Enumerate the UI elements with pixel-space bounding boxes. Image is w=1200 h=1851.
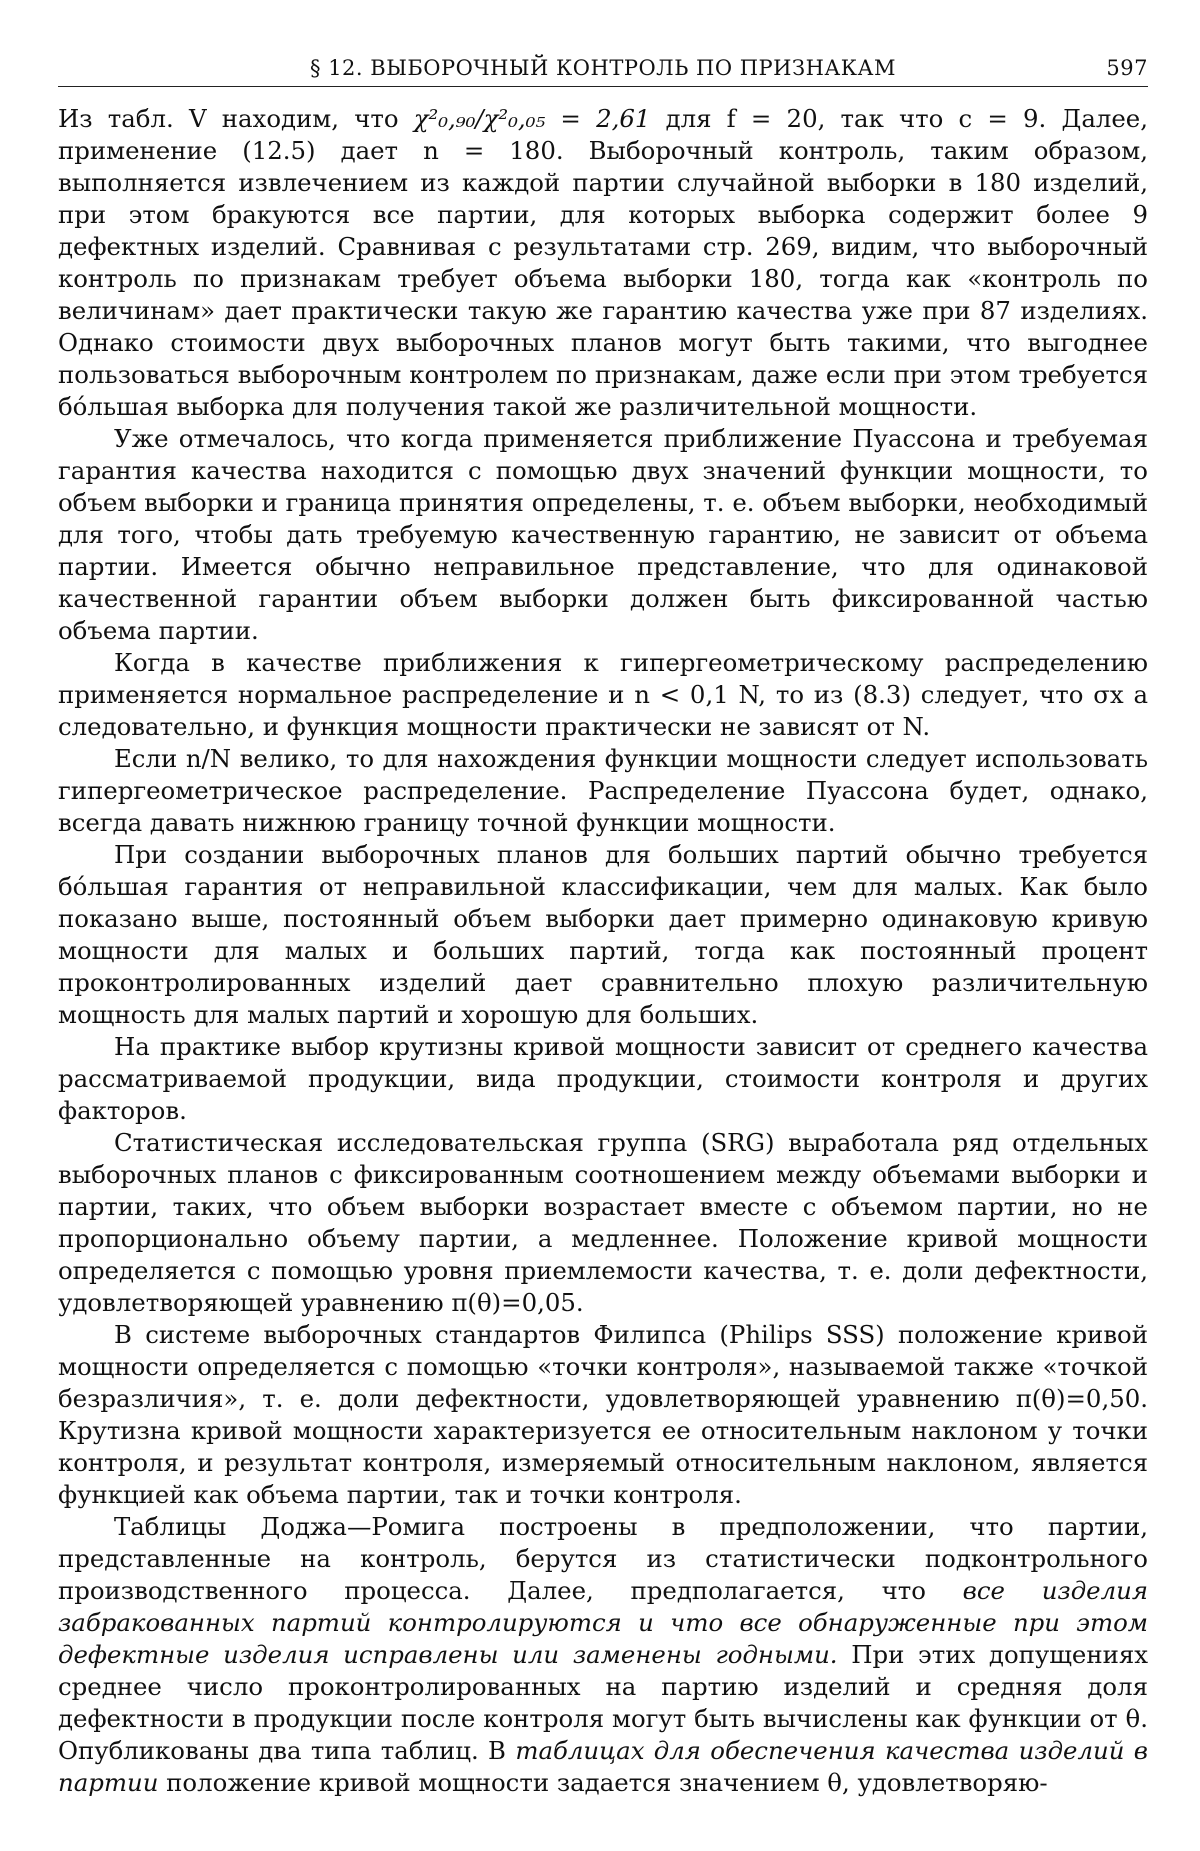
paragraph-2: Уже отмечалось, что когда применяется приближение Пуассона и требуемая гарантия качества находится с помощью двух значений функции мощности, то объем выборки и граница принятия определены, т. е. объем выборки, необходимый для того, чтобы дать требуемую качественную гарантию, не зависит от объема партии. Имеется обычно неправильное представление, что для одинаковой качественной гарантии объем выборки должен быть фиксированной частью объема партии. <box>58 423 1148 647</box>
paragraph-9-italic-2: таблицах для обеспечения качества изделий в партии <box>58 1736 1148 1797</box>
chi-square-ratio-formula: χ²₀,₉₀/χ²₀,₀₅ = 2,61 <box>414 104 651 133</box>
paragraph-1 <box>58 103 1148 423</box>
paragraph-7: Статистическая исследовательская группа (SRG) выработала ряд отдельных выборочных планов с фиксированным соотношением между объемами выборки и партии, таких, что объем выборки возрастает вместе с объемом партии, но не пропорционально объему партии, а медленнее. Положение кривой мощности определяется с помощью уровня приемлемости качества, т. е. доли дефектности, удовлетворяющей уравнению π(θ)=0,05. <box>58 1127 1148 1319</box>
paragraph-9-text-c: положение кривой мощности задается значением θ, удовлетворяю- <box>158 1768 1047 1797</box>
paragraph-9-italic-1: все изделия забракованных партий контролируются и что все обнаруженные при этом дефектные изделия исправлены или заменены годными. <box>58 1576 1148 1669</box>
paragraph-9-text-b: При этих допущениях среднее число проконтролированных на партию изделий и средняя доля дефектности в продукции после контроля могут быть вычислены как функции от θ. Опубликованы два типа таблиц. В <box>58 1640 1148 1765</box>
paragraph-8: В системе выборочных стандартов Филипса (Philips SSS) положение кривой мощности определяется с помощью «точки контроля», называемой также «точкой безразличия», т. е. доли дефектности, удовлетворяющей уравнению π(θ)=0,50. Крутизна кривой мощности характеризуется ее относительным наклоном у точки контроля, и результат контроля, измеряемый относительным наклоном, является функцией как объема партии, так и точки контроля. <box>58 1319 1148 1511</box>
paragraph-1-text-a: Из табл. V находим, что <box>58 104 414 133</box>
page-number: 597 <box>1106 56 1148 80</box>
paragraph-4: Если n/N велико, то для нахождения функции мощности следует использовать гипергеометрическое распределение. Распределение Пуассона будет, однако, всегда давать нижнюю границу точной функции мощности. <box>58 743 1148 839</box>
page-body <box>58 103 1148 1799</box>
paragraph-1-text-b: для f = 20, так что c = 9. Далее, применение (12.5) дает n = 180. Выборочный контроль, таким образом, выполняется извлечением из каждой партии случайной выборки в 180 изделий, при этом бракуются все партии, для которых выборка содержит более 9 дефектных изделий. Сравнивая с результатами стр. 269, видим, что выборочный контроль по признакам требует объема выборки 180, тогда как «контроль по величинам» дает практически такую же гарантию качества уже при 87 изделиях. Однако стоимости двух выборочных планов могут быть такими, что выгоднее пользоваться выборочным контролем по признакам, даже если при этом требуется бо́льшая выборка для получения такой же различительной мощности. <box>58 104 1148 421</box>
paragraph-9 <box>58 1511 1148 1799</box>
paragraph-3: Когда в качестве приближения к гипергеометрическому распределению применяется нормальное распределение и n < 0,1 N, то из (8.3) следует, что σx а следовательно, и функция мощности практически не зависят от N. <box>58 647 1148 743</box>
paragraph-6: На практике выбор крутизны кривой мощности зависит от среднего качества рассматриваемой продукции, вида продукции, стоимости контроля и других факторов. <box>58 1031 1148 1127</box>
book-page <box>58 50 1148 1799</box>
page-header <box>58 50 1148 87</box>
running-title: § 12. ВЫБОРОЧНЫЙ КОНТРОЛЬ ПО ПРИЗНАКАМ <box>58 56 1148 80</box>
paragraph-9-text-a: Таблицы Доджа—Ромига построены в предположении, что партии, представленные на контроль, берутся из статистически подконтрольного производственного процесса. Далее, предполагается, что <box>58 1512 1148 1605</box>
paragraph-5: При создании выборочных планов для больших партий обычно требуется бо́льшая гарантия от неправильной классификации, чем для малых. Как было показано выше, постоянный объем выборки дает примерно одинаковую кривую мощности для малых и больших партий, тогда как постоянный процент проконтролированных изделий дает сравнительно плохую различительную мощность для малых партий и хорошую для больших. <box>58 839 1148 1031</box>
